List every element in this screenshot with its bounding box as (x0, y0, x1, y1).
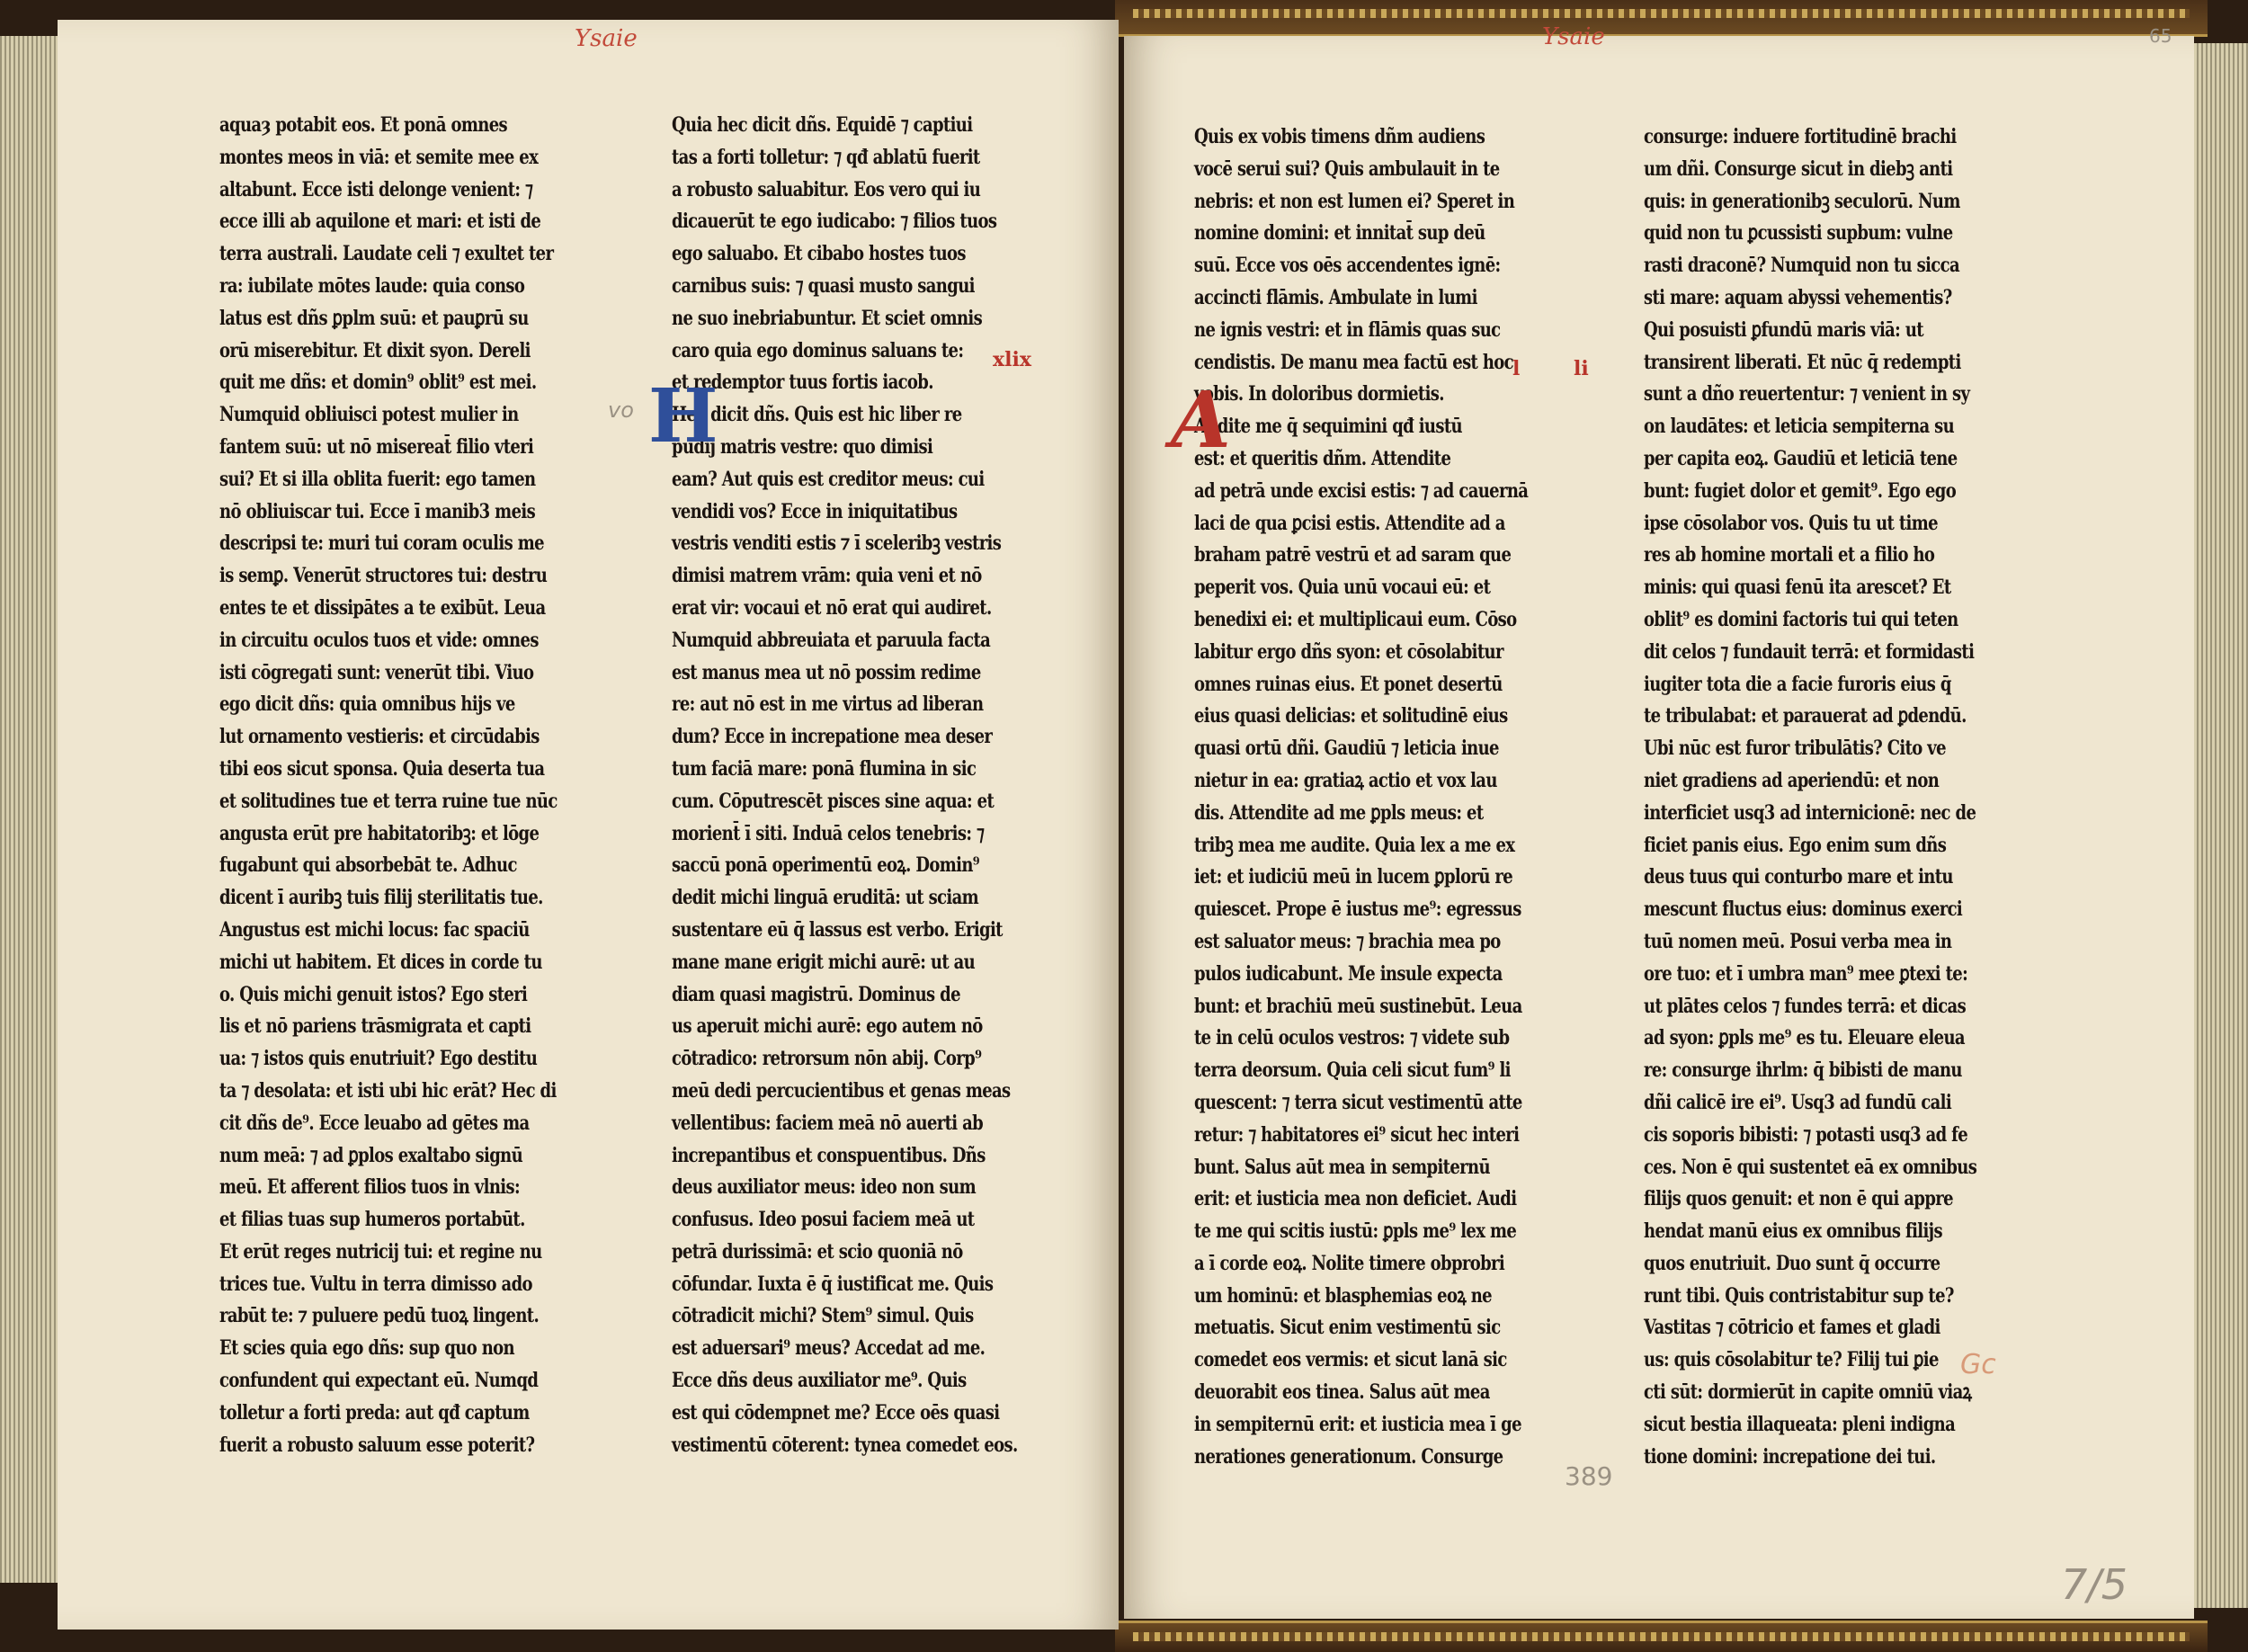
text-line: hendat manū eius ex omnibus filijs (1644, 1219, 1943, 1244)
text-line: est manus mea ut nō possim redime (672, 660, 981, 684)
text-line: latus est dñs ꝑplm suū: et pauꝑrū su (219, 306, 529, 330)
text-line: num meā: ⁊ ad ꝑplos exaltabo signū (219, 1143, 523, 1167)
text-line: vestris venditi estis ⁊ ī sceleribꝫ vestris (672, 531, 1002, 556)
text-line: o. Quis michi genuit istos? Ego steri (219, 982, 528, 1006)
text-line: ta ⁊ desolata: et isti ubi hic erāt? Hec di (219, 1078, 557, 1103)
text-line: ego saluabo. Et cibabo hostes tuos (672, 242, 966, 266)
text-line: dis. Attendite ad me ꝑpls meus: et (1194, 800, 1484, 825)
text-column-left-2 (672, 110, 1018, 1461)
text-line: quos enutriuit. Duo sunt q̄ occurre (1644, 1251, 1940, 1275)
text-line: deuorabit eos tinea. Salus aūt mea (1194, 1380, 1490, 1405)
text-line: fugabunt qui absorbebāt te. Adhuc (219, 853, 517, 878)
text-line: um dñi. Consurge sicut in diebꝫ anti (1644, 156, 1953, 181)
text-line: tuū nomen meū. Posui verba mea in (1644, 929, 1952, 953)
text-line: Qui posuisti ꝑfundū maris viā: ut (1644, 317, 1923, 342)
text-line: est qui cōdempnet me? Ecce oēs quasi (672, 1400, 1000, 1424)
text-line: nō obliuiscar tui. Ecce ī manib3 meis (219, 499, 536, 523)
decorated-initial-a: A (1171, 375, 1231, 466)
text-line: et filias tuas sup humeros portabūt. (219, 1208, 525, 1232)
text-line: nerationes generationum. Consurge (1194, 1444, 1503, 1469)
margin-note-gc: Gc (1960, 1349, 1996, 1380)
text-line: vocē serui sui? Quis ambulauit in te (1194, 156, 1500, 181)
text-line: accincti flāmis. Ambulate in lumi (1194, 285, 1477, 309)
running-head-left: Ysaie (575, 25, 638, 52)
text-line: rasti draconē? Numquid non tu sicca (1644, 254, 1959, 278)
text-line: comedet eos vermis: et sicut lanā sic (1194, 1348, 1507, 1372)
pencil-fraction: 7/5 (2061, 1560, 2128, 1609)
text-line: Et scies quia ego dñs: sup quo non (219, 1336, 514, 1361)
text-line: nebris: et non est lumen ei? Speret in (1194, 189, 1515, 213)
text-line: sicut bestia illaqueata: pleni indigna (1644, 1412, 1956, 1436)
text-line: labitur ergo dñs syon: et cōsolabitur (1194, 639, 1503, 664)
text-line: Quia hec dicit dñs. Equidē ⁊ captiui (672, 113, 973, 137)
text-line: ut plātes celos ⁊ fundes terrā: et dicas (1644, 994, 1967, 1018)
text-line: iugiter tota die a facie furoris eius q̄ (1644, 672, 1951, 696)
text-line: suū. Ecce vos oēs accendentes ignē: (1194, 254, 1501, 278)
text-line: Hec dicit dñs. Quis est hic liber re (672, 403, 962, 427)
text-line: us aperuit michi aurē: ego autem nō (672, 1014, 983, 1039)
text-line: erit: et iusticia mea non deficiet. Audi (1194, 1187, 1517, 1211)
text-line: in sempiternū erit: et iusticia mea ī ge (1194, 1412, 1521, 1436)
page-edges-right (2194, 43, 2248, 1608)
text-line: ra: iubilate mōtes laude: quia conso (219, 273, 525, 298)
text-line: saccū ponā operimentū eoꝝ. Domin⁹ (672, 853, 980, 878)
text-line: quiescet. Prope ē iustus me⁹: egressus (1194, 897, 1521, 922)
text-line: Angustus est michi locus: fac spaciū (219, 917, 530, 942)
text-line: sustentare eū q̄ lassus est verbo. Erigit (672, 917, 1003, 942)
text-line: ne suo inebriabuntur. Et sciet omnis (672, 306, 983, 330)
text-line: peperit vos. Quia unū vocaui eū: et (1194, 576, 1491, 600)
text-line: vellentibus: faciem meā nō auerti ab (672, 1111, 984, 1135)
text-line: re: consurge ihrlm: q̄ bibisti de manu (1644, 1058, 1962, 1083)
text-line: laci de qua ꝑcisi estis. Attendite ad a (1194, 511, 1505, 535)
text-line: dimisi matrem vrām: quia veni et nō (672, 564, 982, 588)
text-line: nomine domini: et innitat̄ sup deū (1194, 221, 1485, 246)
binding-top-edge (1115, 0, 2208, 37)
text-line: runt tibi. Quis contristabitur sup te? (1644, 1283, 1954, 1308)
text-column-right-1 (1194, 121, 1528, 1473)
binding-bottom-edge (1115, 1621, 2208, 1652)
text-line: diam quasi magistrū. Dominus de (672, 982, 960, 1006)
text-line: carnibus suis: ⁊ quasi musto sangui (672, 273, 975, 298)
text-line: ecce illi ab aquilone et mari: et isti de (219, 210, 541, 234)
text-line: pulos iudicabunt. Me insule expecta (1194, 961, 1503, 986)
text-line: Audite me q̄ sequimini qđ iustū (1194, 415, 1462, 439)
text-line: bunt. Salus aūt mea in sempiternū (1194, 1155, 1490, 1179)
text-line: cendistis. De manu mea factū est hoc (1194, 350, 1513, 374)
text-line: ces. Non ē qui sustentet eā ex omnibus (1644, 1155, 1977, 1179)
text-line: Numquid abbreuiata et paruula facta (672, 628, 991, 652)
text-line: interficiet usq3 ad internicionē: nec de (1644, 800, 1976, 825)
text-line: ore tuo: et ī umbra man⁹ mee ꝑtexi te: (1644, 961, 1968, 986)
text-line: orū miserebitur. Et dixit syon. Dereli (219, 338, 531, 362)
running-head-right: Ysaie (1542, 23, 1605, 50)
text-line: caro quia ego dominus saluans te: (672, 338, 964, 362)
text-line: deus auxiliator meus: ideo non sum (672, 1175, 976, 1200)
text-line: consurge: induere fortitudinē brachi (1644, 125, 1957, 148)
text-line: oblit⁹ es domini factoris tui qui teten (1644, 607, 1958, 631)
text-line: confusus. Ideo posui faciem meā ut (672, 1208, 975, 1232)
text-line: increpantibus et conspuentibus. Dñs (672, 1143, 986, 1167)
text-line: a robusto saluabitur. Eos vero qui iu (672, 177, 981, 201)
text-line: Numquid obliuisci potest mulier in (219, 403, 519, 427)
text-line: tum faciā mare: ponā flumina in sic (672, 756, 977, 781)
text-line: erat vir: vocaui et nō erat qui audiret. (672, 595, 992, 620)
text-line: is semꝑ. Venerūt structores tui: destru (219, 564, 548, 588)
text-line: ua: ⁊ istos quis enutriuit? Ego destitu (219, 1047, 538, 1071)
text-line: ne ignis vestri: et in flāmis quas suc (1194, 317, 1501, 342)
text-line: cit dñs de⁹. Ecce leuabo ad gētes ma (219, 1111, 530, 1135)
text-line: vobis. In doloribus dormietis. (1194, 382, 1444, 406)
text-line: est: et queritis dñm. Attendite (1194, 446, 1451, 470)
text-line: quit me dñs: et domin⁹ oblit⁹ est mei. (219, 371, 537, 395)
text-line: metuatis. Sicut enim vestimentū sic (1194, 1316, 1501, 1340)
text-line: quasi ortū dñi. Gaudiū ⁊ leticia inue (1194, 737, 1499, 761)
text-line: niet gradiens ad aperiendū: et non (1644, 768, 1940, 792)
text-line: ipse cōsolabor vos. Quis tu ut time (1644, 511, 1938, 535)
text-line: dicauerūt te ego iudicabo: ⁊ filios tuos (672, 210, 997, 234)
text-line: est aduersari⁹ meus? Accedat ad me. (672, 1336, 986, 1361)
shelf-number: 389 (1565, 1461, 1613, 1491)
margin-note-left: vo (608, 397, 634, 423)
text-line: dñi calicē ire ei⁹. Usq3 ad fundū cali (1644, 1090, 1952, 1114)
text-line: dum? Ecce in increpatione mea deser (672, 725, 993, 749)
text-line: minis: qui quasi fenū ita arescet? Et (1644, 576, 1951, 600)
text-line: sti mare: aquam abyssi vehementis? (1644, 285, 1952, 309)
text-line: deus tuus qui conturbo mare et intu (1644, 865, 1953, 889)
text-line: um hominū: et blasphemias eoꝝ ne (1194, 1283, 1492, 1308)
text-line: dicent ī auribꝫ tuis filij sterilitatis tue. (219, 886, 543, 910)
text-line: bunt: fugiet dolor et gemit⁹. Ego ego (1644, 478, 1957, 503)
text-line: braham patrē vestrū et ad saram que (1194, 543, 1512, 567)
text-line: on laudātes: et leticia sempiterna su (1644, 415, 1955, 439)
text-line: entes te et dissipātes a te exibūt. Leua (219, 595, 546, 620)
text-line: filijs quos genuit: et non ē qui appre (1644, 1187, 1953, 1211)
text-line: tolletur a forti preda: aut qđ captum (219, 1400, 530, 1424)
text-line: te in celū oculos vestros: ⁊ videte sub (1194, 1026, 1510, 1050)
rubric-chapter-number: xlix (993, 348, 1031, 371)
text-line: michi ut habitem. Et dices in corde tu (219, 950, 542, 974)
left-page (58, 20, 1119, 1630)
text-line: morient̄ ī siti. Induā celos tenebris: ⁊ (672, 821, 985, 845)
text-line: ad petrā unde excisi estis: ⁊ ad cauernā (1194, 478, 1529, 503)
text-line: dedit michi linguā eruditā: ut sciam (672, 886, 979, 910)
text-line: meū. Et afferent filios tuos in vlnis: (219, 1175, 520, 1200)
text-line: descripsi te: muri tui coram oculis me (219, 531, 544, 556)
text-line: retur: ⁊ habitatores ei⁹ sicut hec interi (1194, 1122, 1520, 1147)
text-line: Et erūt reges nutricij tui: et regine nu (219, 1239, 542, 1264)
text-line: fuerit a robusto saluum esse poterit? (219, 1433, 535, 1457)
text-line: transirent liberati. Et nūc q̄ redempti (1644, 350, 1961, 374)
text-line: quid non tu ꝑcussisti supbum: vulne (1644, 221, 1953, 246)
text-line: eius quasi delicias: et solitudinē eius (1194, 704, 1508, 728)
text-line: confundent qui expectant eū. Numqd (219, 1369, 539, 1393)
text-line: iet: et iudiciū meū in lucem ꝑplorū re (1194, 865, 1513, 889)
text-line: te me qui scitis iustū: ꝑpls me⁹ lex me (1194, 1219, 1517, 1244)
text-line: rabūt te: ⁊ puluere pedū tuoꝝ lingent. (219, 1304, 540, 1328)
text-line: Ubi nūc est furor tribulātis? Cito ve (1644, 737, 1946, 761)
text-line: per capita eoꝝ. Gaudiū et leticiā tene (1644, 446, 1958, 470)
text-line: ego dicit dñs: quia omnibus hijs ve (219, 692, 515, 717)
text-line: tibi eos sicut sponsa. Quia deserta tua (219, 756, 545, 781)
text-line: et solitudines tue et terra ruine tue nūc (219, 789, 558, 813)
text-line: vendidi vos? Ecce in iniquitatibus (672, 499, 958, 523)
text-line: terra deorsum. Quia celi sicut fum⁹ li (1194, 1058, 1511, 1083)
text-line: quis: in generationibꝫ seculorū. Num (1644, 189, 1960, 213)
text-line: pudij matris vestre: quo dimisi (672, 434, 933, 459)
text-line: meū dedi percucientibus et genas meas (672, 1078, 1011, 1103)
text-line: tribꝫ mea me audite. Quia lex a me ex (1194, 833, 1515, 857)
text-column-left-1 (219, 110, 558, 1461)
text-line: trices tue. Vultu in terra dimisso ado (219, 1272, 532, 1296)
text-line: ficiet panis eius. Ego enim sum dñs (1644, 833, 1947, 857)
text-line: dit celos ⁊ fundauit terrā: et formidasti (1644, 639, 1975, 664)
page-edges-left (0, 36, 58, 1583)
text-line: petrā durissimā: et scio quoniā nō (672, 1239, 963, 1264)
text-line: Vastitas ⁊ cōtricio et fames et gladi (1644, 1316, 1940, 1340)
text-line: aquaȝ potabit eos. Et ponā omnes (219, 113, 508, 137)
text-line: cis soporis bibisti: ⁊ potasti usq3 ad fe (1644, 1122, 1968, 1147)
text-line: tione domini: increpatione dei tui. (1644, 1444, 1936, 1469)
text-line: benedixi ei: et multiplicaui eum. Cōso (1194, 607, 1517, 631)
rubric-chapter-number-3: li (1574, 357, 1589, 380)
text-line: eam? Aut quis est creditor meus: cui (672, 467, 985, 491)
rubric-chapter-number-2: l (1512, 357, 1521, 380)
text-line: quescent: ⁊ terra sicut vestimentū atte (1194, 1090, 1522, 1114)
text-line: tas a forti tolletur: ⁊ qđ ablatū fuerit (672, 145, 980, 169)
text-line: bunt: et brachiū meū sustinebūt. Leua (1194, 994, 1522, 1018)
text-line: te tribulabat: et parauerat ad ꝑdendū. (1644, 704, 1967, 728)
folio-number: 65 (2149, 25, 2172, 47)
text-line: fantem suū: ut nō misereat̄ filio vteri (219, 434, 534, 459)
text-line: lis et nō pariens trāsmigrata et capti (219, 1014, 531, 1039)
text-line: Ecce dñs deus auxiliator me⁹. Quis (672, 1369, 967, 1393)
right-page (1124, 23, 2194, 1619)
text-line: omnes ruinas eius. Et ponet desertū (1194, 672, 1503, 696)
text-line: in circuitu oculos tuos et vide: omnes (219, 628, 539, 652)
decorated-initial-h: H (648, 373, 718, 460)
text-line: mane mane erigit michi aurē: ut au (672, 950, 976, 974)
text-line: angusta erūt pre habitatoribꝫ: et lōge (219, 821, 540, 845)
text-line: ad syon: ꝑpls me⁹ es tu. Eleuare eleua (1644, 1026, 1965, 1050)
text-line: re: aut nō est in me virtus ad liberan (672, 692, 984, 717)
text-line: sui? Et si illa oblita fuerit: ego tamen (219, 467, 536, 491)
text-line: lut ornamento vestieris: et circūdabis (219, 725, 540, 749)
text-column-right-2 (1644, 121, 1976, 1473)
text-line: a ī corde eoꝝ. Nolite timere obprobri (1194, 1251, 1505, 1275)
text-line: et redemptor tuus fortis iacob. (672, 371, 933, 395)
text-line: sunt a dño reuertentur: ⁊ venient in sy (1644, 382, 1970, 406)
text-line: cti sūt: dormierūt in capite omniū viaꝝ (1644, 1380, 1972, 1405)
text-line: est saluator meus: ⁊ brachia mea po (1194, 929, 1501, 953)
text-line: us: quis cōsolabitur te? Filij tui ꝑie (1644, 1348, 1939, 1372)
text-line: vestimentū cōterent: tynea comedet eos. (672, 1433, 1018, 1457)
text-line: terra australi. Laudate celi ⁊ exultet ter (219, 242, 554, 266)
text-line: nietur in ea: gratiaꝝ actio et vox lau (1194, 768, 1497, 792)
text-line: cōtradicit michi? Stem⁹ simul. Quis (672, 1304, 974, 1328)
text-line: altabunt. Ecce isti delonge venient: ⁊ (219, 177, 533, 201)
text-line: cōfundar. Iuxta ē q̄ iustificat me. Quis (672, 1272, 994, 1296)
text-line: res ab homine mortali et a filio ho (1644, 543, 1935, 567)
text-line: isti cōgregati sunt: venerūt tibi. Viuo (219, 660, 534, 684)
text-line: cum. Cōputrescēt pisces sine aqua: et (672, 789, 995, 813)
text-line: Quis ex vobis timens dñm audiens (1194, 125, 1485, 148)
text-line: cōtradico: retrorsum nōn abij. Corp⁹ (672, 1047, 982, 1071)
text-line: montes meos in viā: et semite mee ex (219, 145, 539, 169)
text-line: mescunt fluctus eius: dominus exerci (1644, 897, 1963, 922)
